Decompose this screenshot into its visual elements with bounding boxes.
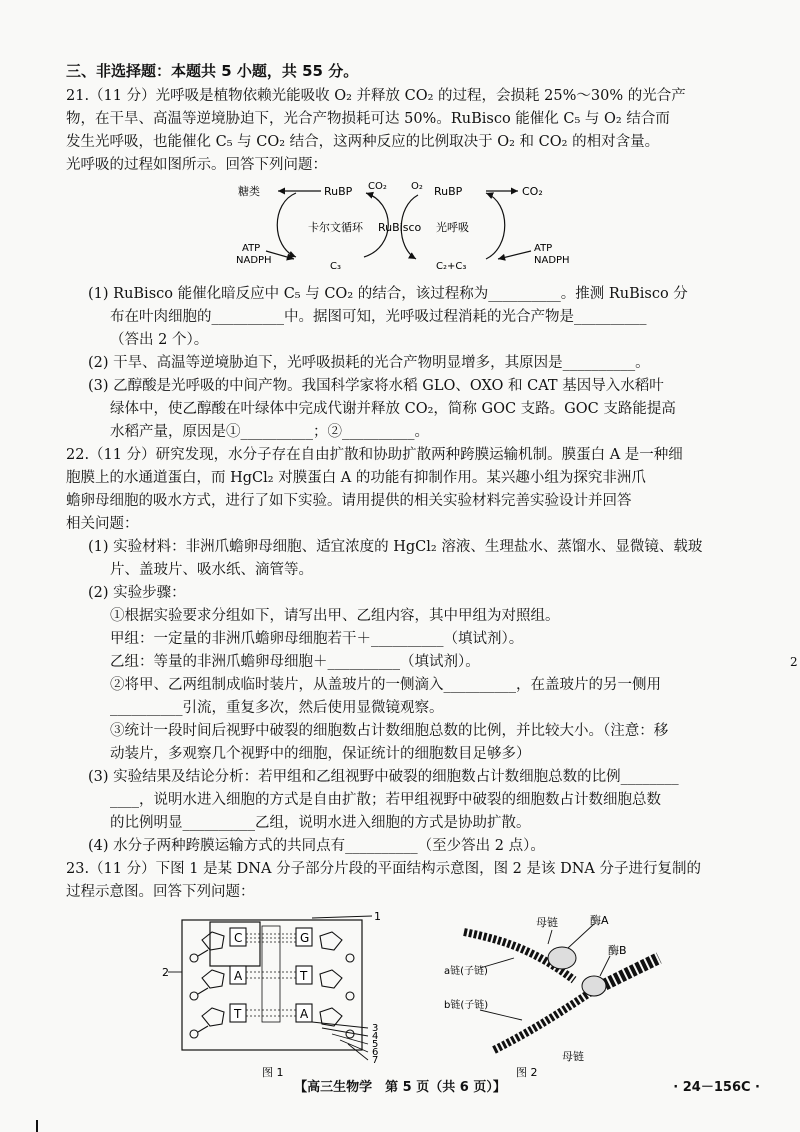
q21-intro-line: 21.（11 分）光呼吸是植物依赖光能吸收 O₂ 并释放 CO₂ 的过程，会损耗 25%～30% 的光合产 xyxy=(66,88,686,104)
question-21 xyxy=(66,85,742,444)
label-o2: O₂ xyxy=(411,181,423,192)
fig2-label-enzyme-a: 酶A xyxy=(590,914,609,927)
fig2-lower-helix xyxy=(494,990,594,1050)
q21-sub1-line: 布在叶肉细胞的__________中。据图可知，光呼吸过程消耗的光合产物是__________ xyxy=(110,309,647,325)
q23-figures xyxy=(66,910,742,1086)
fig1-left-backbone xyxy=(190,932,224,1038)
fig1-base-left: A xyxy=(234,969,243,983)
fig2-caption: 图 2 xyxy=(516,1066,538,1079)
fig1-label-3: 3 xyxy=(372,1023,379,1034)
photorespiration-svg xyxy=(66,181,742,277)
fig2-label-enzyme-b: 酶B xyxy=(608,944,627,957)
q21-intro-line: 物，在干旱、高温等逆境胁迫下，光合产物损耗可达 50%。RuBisco 能催化 C₅ 与 O₂ 结合而 xyxy=(66,111,670,127)
fig1-label-4: 4 xyxy=(372,1031,379,1042)
q21-sub3-line: 水稻产量，原因是①__________；②__________。 xyxy=(110,424,429,440)
label-rubisco: RuBisco xyxy=(378,221,422,234)
section-title: 三、非选择题：本题共 5 小题，共 55 分。 xyxy=(66,62,359,80)
q22-step-line: ①根据实验要求分组如下，请写出甲、乙组内容，其中甲组为对照组。 xyxy=(110,608,560,624)
q22-intro-line: 相关问题： xyxy=(66,516,139,532)
q22-step-line: 乙组：等量的非洲爪蟾卵母细胞＋__________（填试剂）。 xyxy=(110,654,480,670)
label-atp-right: ATP xyxy=(534,243,553,254)
q22-step-line: ②将甲、乙两组制成临时装片，从盖玻片的一侧滴入__________，在盖玻片的另一侧用 xyxy=(110,677,661,693)
q22-steps-title: (2) 实验步骤： xyxy=(88,585,186,601)
fig1-label-6: 6 xyxy=(372,1047,379,1058)
fig1-base-right: G xyxy=(300,931,310,945)
q21-sub1-line: （答出 2 个）。 xyxy=(110,332,209,348)
footer-page-number: 【高三生物学 第 5 页（共 6 页）】 xyxy=(294,1080,506,1095)
q22-step-line: 甲组：一定量的非洲爪蟾卵母细胞若干＋__________（填试剂）。 xyxy=(110,631,524,647)
q21-sub3-line: 绿体中，使乙醇酸在叶绿体中完成代谢并释放 CO₂，简称 GOC 支路。GOC 支路能提高 xyxy=(110,401,676,417)
label-calvin-cycle: 卡尔文循环 xyxy=(308,221,363,234)
label-c3: C₃ xyxy=(330,261,341,272)
q21-intro-line: 发生光呼吸，也能催化 C₅ 与 CO₂ 结合，这两种反应的比例取决于 O₂ 和 CO₂ 的相对含量。 xyxy=(66,134,660,150)
fig1-label-7: 7 xyxy=(372,1055,379,1066)
q22-materials-line: 片、盖玻片、吸水纸、滴管等。 xyxy=(110,562,313,578)
q22-step-line: __________引流，重复多次，然后使用显微镜观察。 xyxy=(110,700,444,716)
fig2-enzyme-a xyxy=(548,947,576,969)
label-rubp-left: RuBP xyxy=(324,185,353,198)
label-atp-left: ATP xyxy=(242,243,261,254)
q21-sub3-line: (3) 乙醇酸是光呼吸的中间产物。我国科学家将水稻 GLO、OXO 和 CAT 基因导入水稻叶 xyxy=(88,378,664,394)
fig1-base-left: T xyxy=(234,1007,242,1021)
q22-step-line: ③统计一段时间后视野中破裂的细胞数占计数细胞总数的比例，并比较大小。（注意：移 xyxy=(110,723,669,739)
q22-result-line: (3) 实验结果及结论分析：若甲组和乙组视野中破裂的细胞数占计数细胞总数的比例________ xyxy=(88,769,679,785)
label-photorespiration: 光呼吸 xyxy=(436,221,469,234)
margin-mark xyxy=(36,1120,38,1132)
fig1-right-backbone xyxy=(320,932,354,1038)
q22-sub4: (4) 水分子两种跨膜运输方式的共同点有__________（至少答出 2 点）。 xyxy=(88,838,545,854)
label-co2-top: CO₂ xyxy=(368,181,387,192)
q22-intro-line: 22.（11 分）研究发现，水分子存在自由扩散和协助扩散两种跨膜运输机制。膜蛋白 A 是一种细 xyxy=(66,447,683,463)
fig2-enzyme-b xyxy=(582,976,606,996)
label-rubp-right: RuBP xyxy=(434,185,463,198)
fig1-bond-region xyxy=(262,926,280,1022)
q23-intro-line: 23.（11 分）下图 1 是某 DNA 分子部分片段的平面结构示意图，图 2 是该 DNA 分子进行复制的 xyxy=(66,861,702,877)
q23-intro-line: 过程示意图。回答下列问题： xyxy=(66,884,255,900)
fig1-base-right: T xyxy=(300,969,308,983)
figure-2-dna-replication xyxy=(444,910,674,1080)
question-22 xyxy=(66,444,742,858)
label-sugar: 糖类 xyxy=(238,185,260,198)
fig1-label-1: 1 xyxy=(374,910,381,923)
fig1-base-right: A xyxy=(300,1007,309,1021)
label-co2-right: CO₂ xyxy=(522,185,543,198)
photoresp-right-arc xyxy=(486,193,505,259)
q21-intro-line: 光呼吸的过程如图所示。回答下列问题： xyxy=(66,157,327,173)
q22-step-line: 动装片，多观察几个视野中的细胞，保证统计的细胞数目足够多） xyxy=(110,746,531,762)
arrow-from-atp-right xyxy=(498,251,531,259)
page-content xyxy=(66,60,742,1086)
question-23 xyxy=(66,858,742,1086)
fig2-label-mother-bottom: 母链 xyxy=(562,1050,584,1063)
figure-1-dna-structure xyxy=(162,910,392,1080)
fig1-label-2: 2 xyxy=(162,966,169,979)
fig2-label-a-chain: a链(子链) xyxy=(444,966,488,977)
q22-result-line: ____，说明水进入细胞的方式是自由扩散；若甲组视野中破裂的细胞数占计数细胞总数 xyxy=(110,792,661,808)
fig2-label-mother-top: 母链 xyxy=(536,916,558,929)
label-c2c3: C₂+C₃ xyxy=(436,261,467,272)
q22-intro-line: 胞膜上的水通道蛋白，而 HgCl₂ 对膜蛋白 A 的功能有抑制作用。某兴趣小组为探究非洲爪 xyxy=(66,470,646,486)
fig1-caption: 图 1 xyxy=(262,1066,284,1079)
q22-result-line: 的比例明显__________乙组，说明水进入细胞的方式是协助扩散。 xyxy=(110,815,531,831)
footer-code: · 24－156C · xyxy=(673,1080,760,1095)
label-nadph-right: NADPH xyxy=(534,255,570,266)
fig1-base-left: C xyxy=(234,931,243,945)
q21-sub1-line: (1) RuBisco 能催化暗反应中 C₅ 与 CO₂ 的结合，该过程称为__________。推测 RuBisco 分 xyxy=(88,286,688,302)
label-nadph-left: NADPH xyxy=(236,255,272,266)
q21-sub2: (2) 干旱、高温等逆境胁迫下，光呼吸损耗的光合产物明显增多，其原因是__________。 xyxy=(88,355,650,371)
side-mark: 2 xyxy=(790,655,798,669)
q22-intro-line: 蟾卵母细胞的吸水方式，进行了如下实验。请用提供的相关实验材料完善实验设计并回答 xyxy=(66,493,632,509)
fig1-label-5: 5 xyxy=(372,1039,379,1050)
q22-materials-line: (1) 实验材料：非洲爪蟾卵母细胞、适宜浓度的 HgCl₂ 溶液、生理盐水、蒸馏水、显微镜、载玻 xyxy=(88,539,703,555)
fig2-label-b-chain: b链(子链) xyxy=(444,1000,489,1011)
photorespiration-diagram xyxy=(66,181,742,277)
calvin-left-arc xyxy=(277,193,296,257)
